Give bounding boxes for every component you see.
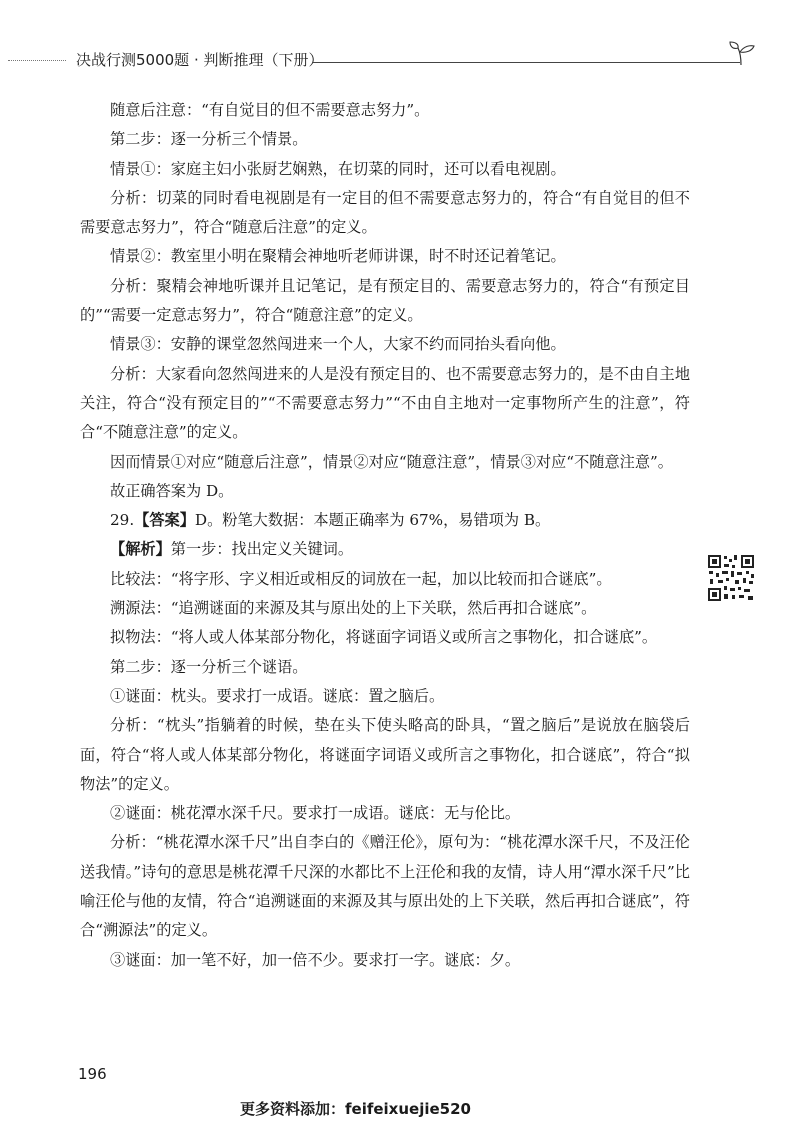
paragraph: 比较法：“将字形、字义相近或相反的词放在一起，加以比较而扣合谜底”。 <box>110 569 612 588</box>
header-dotted-lead <box>8 60 66 61</box>
paragraph: 拟物法：“将人或人体某部分物化，将谜面字词语义或所言之事物化，扣合谜底”。 <box>110 628 658 647</box>
answer-tag: 【答案】 <box>134 511 195 530</box>
paragraph: 情景①：家庭主妇小张厨艺娴熟，在切菜的同时，还可以看电视剧。 <box>110 159 566 178</box>
question-number: 29. <box>110 511 135 530</box>
question-29-analysis <box>80 535 690 564</box>
paragraph: 情景②：教室里小明在聚精会神地听老师讲课，时不时还记着笔记。 <box>110 247 566 266</box>
question-29-answer <box>80 506 690 535</box>
paragraph: 随意后注意：“有自觉目的但不需要意志努力”。 <box>110 101 430 119</box>
page-number: 196 <box>78 1065 107 1083</box>
sprout-icon <box>728 40 756 66</box>
paragraph: ①谜面：枕头。要求打一成语。谜底：置之脑后。 <box>110 686 445 705</box>
paragraph: 分析：聚精会神地听课并且记笔记，是有预定目的、需要意志努力的，符合“有预定目的”“需要一定意志努力”，符合“随意注意”的定义。 <box>80 276 690 325</box>
paragraph: 第二步：逐一分析三个情景。 <box>110 130 308 149</box>
paragraph: ③谜面：加一笔不好，加一倍不少。要求打一字。谜底：夕。 <box>110 950 521 969</box>
paragraph: 情景③：安静的课堂忽然闯进来一个人，大家不约而同抬头看向他。 <box>110 335 566 354</box>
page-body <box>80 96 690 975</box>
paragraph: 分析：“桃花潭水深千尺”出自李白的《赠汪伦》，原句为：“桃花潭水深千尺，不及汪伦送我情。”诗句的意思是桃花潭千尺深的水都比不上汪伦和我的友情，诗人用“潭水深千尺”比喻汪伦与他的友情，符合“追溯谜面的来源及其与原出处的上下关联，然后再扣合谜底”，符合“溯源法”的定义。 <box>80 833 690 940</box>
paragraph: ②谜面：桃花潭水深千尺。要求打一成语。谜底：无与伦比。 <box>110 804 521 823</box>
header-rule <box>312 62 740 63</box>
paragraph: 分析：“枕头”指躺着的时候，垫在头下使头略高的卧具，“置之脑后”是说放在脑袋后面，符合“将人或人体某部分物化，将谜面字词语义或所言之事物化，扣合谜底”，符合“拟物法”的定义。 <box>80 716 690 793</box>
paragraph: 第二步：逐一分析三个谜语。 <box>110 657 308 676</box>
paragraph: 因而情景①对应“随意后注意”，情景②对应“随意注意”，情景③对应“不随意注意”。 <box>110 452 673 471</box>
book-title: 决战行测5000题 · 判断推理（下册） <box>76 51 324 69</box>
paragraph: 分析：大家看向忽然闯进来的人是没有预定目的、也不需要意志努力的，是不由自主地关注，符合“没有预定目的”“不需要意志努力”“不由自主地对一定事物所产生的注意”，符合“不随意注意”的定义。 <box>80 364 690 442</box>
analysis-tag: 【解析】 <box>110 540 171 559</box>
paragraph: 分析：切菜的同时看电视剧是有一定目的但不需要意志努力的，符合“有自觉目的但不需要意志努力”，符合“随意后注意”的定义。 <box>80 188 690 237</box>
footer-contact: 更多资料添加：feifeixuejie520 <box>240 1100 471 1118</box>
answer-text: D。粉笔大数据：本题正确率为 67%，易错项为 B。 <box>194 511 551 530</box>
qr-code-icon <box>706 553 756 603</box>
analysis-text: 第一步：找出定义关键词。 <box>170 540 353 559</box>
paragraph: 故正确答案为 D。 <box>110 481 234 500</box>
paragraph: 溯源法：“追溯谜面的来源及其与原出处的上下关联，然后再扣合谜底”。 <box>110 599 597 618</box>
running-header <box>0 40 800 80</box>
